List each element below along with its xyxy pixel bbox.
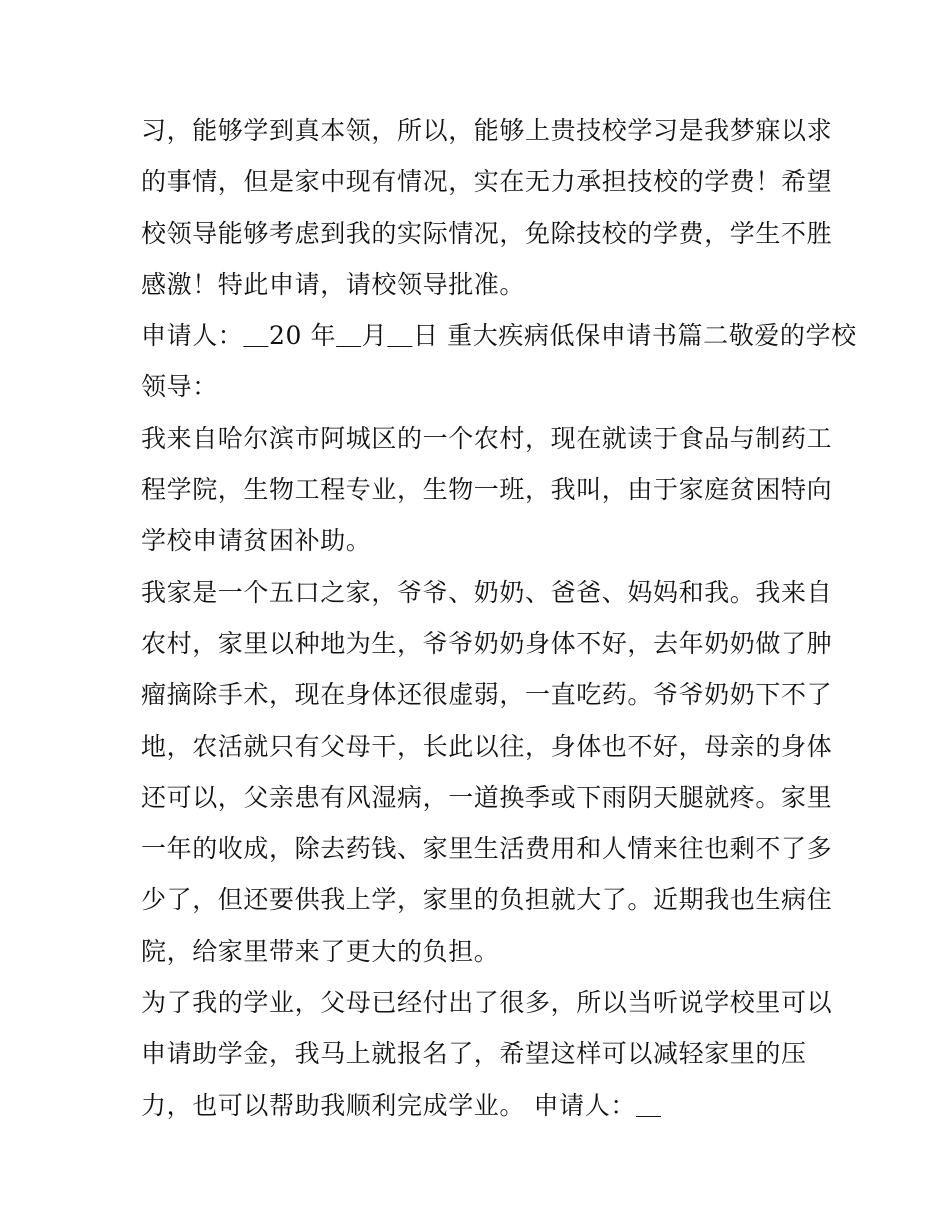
text-line: 瘤摘除手术，现在身体还很虚弱，一直吃药。爷爷奶奶下不了: [141, 680, 833, 710]
text-line: 还可以，父亲患有风湿病，一道换季或下雨阴天腿就疼。家里: [141, 782, 833, 812]
text-line: 学校申请贫困补助。: [141, 526, 372, 556]
text-line: 力，也可以帮助我顺利完成学业。 申请人：＿: [141, 1090, 662, 1120]
text-line: 申请人：＿20 年＿月＿日 重大疾病低保申请书篇二敬爱的学校: [141, 321, 857, 351]
text-line: 少了，但还要供我上学，家里的负担就大了。近期我也生病住: [141, 885, 833, 915]
text-line: 院，给家里带来了更大的负担。: [141, 936, 500, 966]
text-line: 我来自哈尔滨市阿城区的一个农村，现在就读于食品与制药工: [141, 423, 833, 453]
text-line: 我家是一个五口之家，爷爷、奶奶、爸爸、妈妈和我。我来自: [141, 577, 833, 607]
text-line: 一年的收成，除去药钱、家里生活费用和人情来往也剩不了多: [141, 834, 833, 864]
text-line: 领导：: [141, 372, 218, 402]
text-line: 地，农活就只有父母干，长此以往，身体也不好，母亲的身体: [141, 731, 833, 761]
document-body: [141, 105, 857, 1131]
text-line: 为了我的学业，父母已经付出了很多，所以当听说学校里可以: [141, 988, 833, 1018]
text-line: 的事情，但是家中现有情况，实在无力承担技校的学费！希望: [141, 167, 833, 197]
text-line: 习，能够学到真本领，所以，能够上贵技校学习是我梦寐以求: [141, 116, 833, 145]
text-line: 校领导能够考虑到我的实际情况，免除技校的学费，学生不胜: [141, 218, 833, 248]
text-line: 感激！特此申请，请校领导批准。: [141, 269, 526, 299]
text-line: 程学院，生物工程专业，生物一班，我叫，由于家庭贫困特向: [141, 475, 833, 505]
text-line: 农村，家里以种地为生，爷爷奶奶身体不好，去年奶奶做了肿: [141, 628, 833, 658]
text-line: 申请助学金，我马上就报名了，希望这样可以减轻家里的压: [141, 1039, 807, 1069]
